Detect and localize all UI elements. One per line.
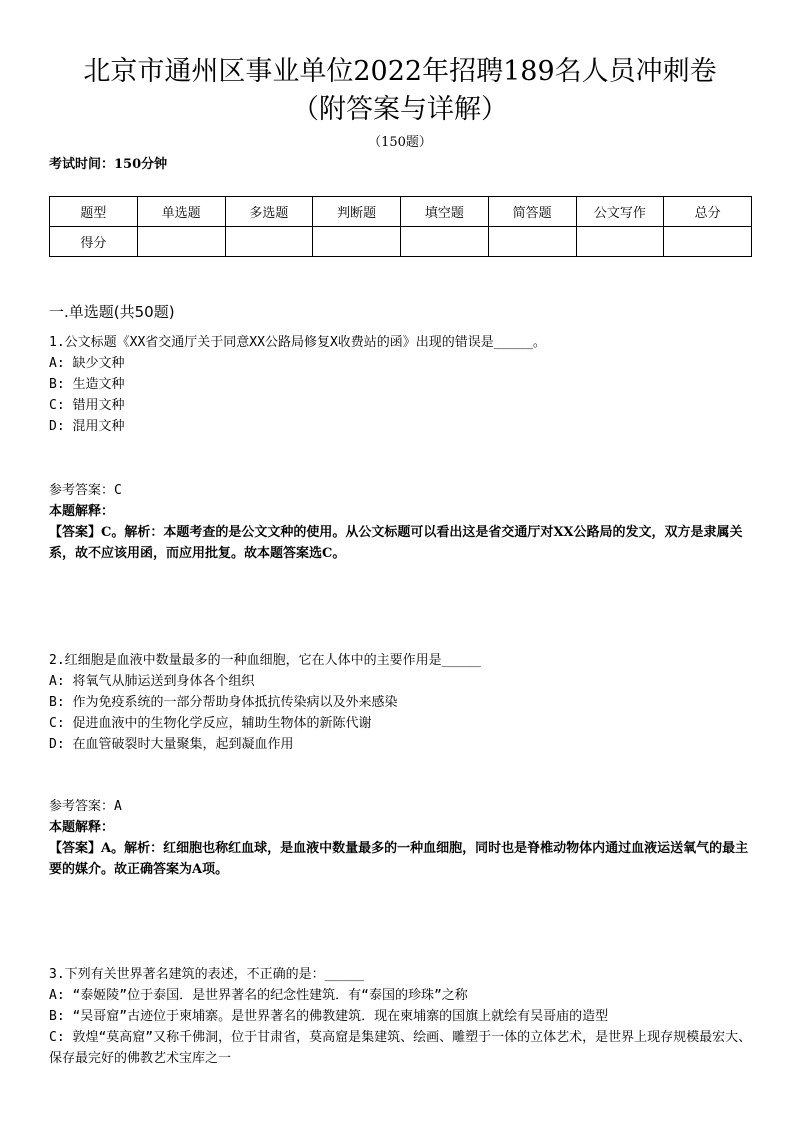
score-table-header: 判断题 — [313, 197, 401, 227]
question-option: D: 在血管破裂时大量聚集，起到凝血作用 — [49, 737, 294, 752]
answer-label: 参考答案：C — [49, 483, 122, 498]
question-option: B: “吴哥窟”古迹位于柬埔寨。是世界著名的佛教建筑．现在柬埔寨的国旗上就绘有吴哥庙的造型 — [49, 1009, 609, 1024]
exam-time: 考试时间：150分钟 — [49, 157, 168, 172]
answer-label: 参考答案：A — [49, 799, 122, 814]
answer-1 — [49, 480, 754, 564]
section-title: 一.单选题(共50题) — [49, 303, 175, 321]
question-3 — [49, 964, 754, 1069]
question-stem: 3.下列有关世界著名建筑的表述，不正确的是：_____ — [49, 967, 364, 982]
question-2 — [49, 650, 754, 755]
explanation-label: 本题解释： — [49, 504, 115, 519]
question-option: B: 作为免疫系统的一部分帮助身体抵抗传染病以及外来感染 — [49, 695, 398, 710]
score-table-header-row — [50, 197, 752, 227]
score-table-header: 题型 — [50, 197, 138, 227]
score-table-header: 公文写作 — [576, 197, 664, 227]
score-table-header: 单选题 — [137, 197, 225, 227]
score-cell — [313, 227, 401, 257]
explanation-text: 【答案】A。解析：红细胞也称红血球，是血液中数量最多的一种血细胞，同时也是脊椎动物体内通过血液运送氧气的最主要的媒介。故正确答案为A项。 — [49, 841, 749, 877]
question-option: A: “泰姬陵”位于泰国．是世界著名的纪念性建筑．有“泰国的珍珠”之称 — [49, 988, 468, 1003]
explanation-label: 本题解释： — [49, 820, 115, 835]
score-cell — [576, 227, 664, 257]
explanation-text: 【答案】C。解析：本题考查的是公文文种的使用。从公文标题可以看出这是省交通厅对XX公路局的发文，双方是隶属关系，故不应该用函，而应用批复。故本题答案选C。 — [49, 525, 743, 561]
answer-2 — [49, 796, 754, 880]
page-title: 北京市通州区事业单位2022年招聘189名人员冲刺卷 — [83, 56, 717, 87]
question-option: C: 错用文种 — [49, 398, 125, 413]
page-title-suffix: （附答案与详解） — [292, 94, 508, 125]
question-stem: 1.公文标题《XX省交通厅关于同意XX公路局修复X收费站的函》出现的错误是_____。 — [49, 335, 546, 350]
score-table-header: 多选题 — [225, 197, 313, 227]
score-row-label: 得分 — [50, 227, 138, 257]
question-option: B: 生造文种 — [49, 377, 125, 392]
score-cell — [401, 227, 489, 257]
question-1 — [49, 332, 754, 437]
question-option: C: 促进血液中的生物化学反应，辅助生物体的新陈代谢 — [49, 716, 372, 731]
question-option: A: 缺少文种 — [49, 356, 125, 371]
score-cell — [225, 227, 313, 257]
question-option: D: 混用文种 — [49, 419, 125, 434]
score-table-score-row — [50, 227, 752, 257]
score-cell — [664, 227, 752, 257]
score-cell — [488, 227, 576, 257]
score-cell — [137, 227, 225, 257]
question-option: A: 将氧气从肺运送到身体各个组织 — [49, 674, 255, 689]
score-table-header: 总分 — [664, 197, 752, 227]
question-count: （150题） — [368, 135, 432, 150]
score-table-header: 简答题 — [488, 197, 576, 227]
score-table-header: 填空题 — [401, 197, 489, 227]
question-stem: 2.红细胞是血液中数量最多的一种血细胞，它在人体中的主要作用是_____ — [49, 653, 481, 668]
score-table — [49, 196, 752, 257]
question-option: C: 敦煌“莫高窟”又称千佛洞，位于甘肃省，莫高窟是集建筑、绘画、雕塑于一体的立体艺术，是世界上现存规模最宏大、保存最完好的佛教艺术宝库之一 — [49, 1030, 752, 1066]
